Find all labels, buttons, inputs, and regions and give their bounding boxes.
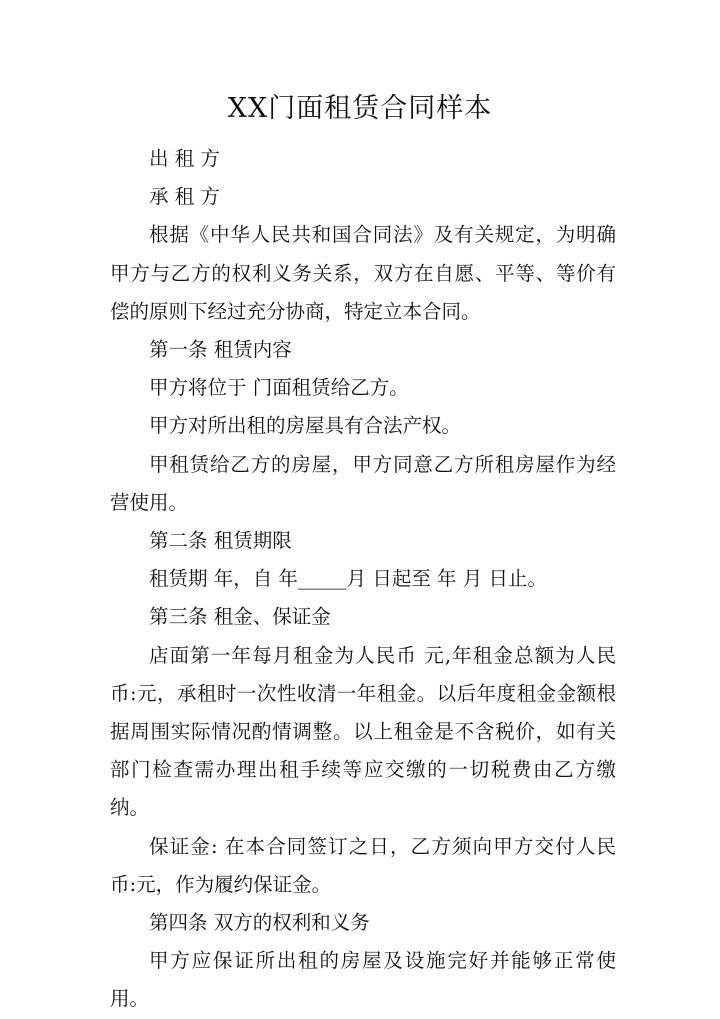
document-title: XX门面租赁合同样本 [227, 93, 493, 124]
document-body [110, 140, 616, 1019]
article-1-clause-1: 甲方将位于 门面租赁给乙方。 [149, 376, 409, 400]
lessee-line: 承 租 方 [149, 185, 220, 209]
preamble-paragraph: 根据《中华人民共和国合同法》及有关规定，为明确甲方与乙方的权利义务关系，双方在自愿、平等、等价有偿的原则下经过充分协商，特定立本合同。 [110, 223, 616, 323]
article-2-clause-1: 租赁期 年，自 年_____月 日起至 年 月 日止。 [149, 567, 547, 591]
article-1-clause-3: 甲租赁给乙方的房屋，甲方同意乙方所租房屋作为经营使用。 [110, 452, 616, 514]
article-4-clause-1: 甲方应保证所出租的房屋及设施完好并能够正常使用。 [110, 949, 616, 1011]
article-2-heading: 第二条 租赁期限 [149, 529, 292, 553]
article-3-heading: 第三条 租金、保证金 [149, 605, 331, 629]
article-1-heading: 第一条 租赁内容 [149, 338, 292, 362]
article-3-clause-2: 保证金: 在本合同签订之日，乙方须向甲方交付人民币:元，作为履约保证金。 [110, 834, 616, 896]
article-4-heading: 第四条 双方的权利和义务 [149, 911, 370, 935]
article-1-clause-2: 甲方对所出租的房屋具有合法产权。 [149, 414, 462, 438]
lessor-line: 出 租 方 [149, 147, 220, 170]
article-3-clause-1: 店面第一年每月租金为人民币 元,年租金总额为人民币:元，承租时一次性收清一年租金。以后年度租金金额根据周围实际情况酌情调整。以上租金是不含税价，如有关部门检查需办理出租手续等应交缴的一切税费由乙方缴纳。 [110, 643, 616, 820]
